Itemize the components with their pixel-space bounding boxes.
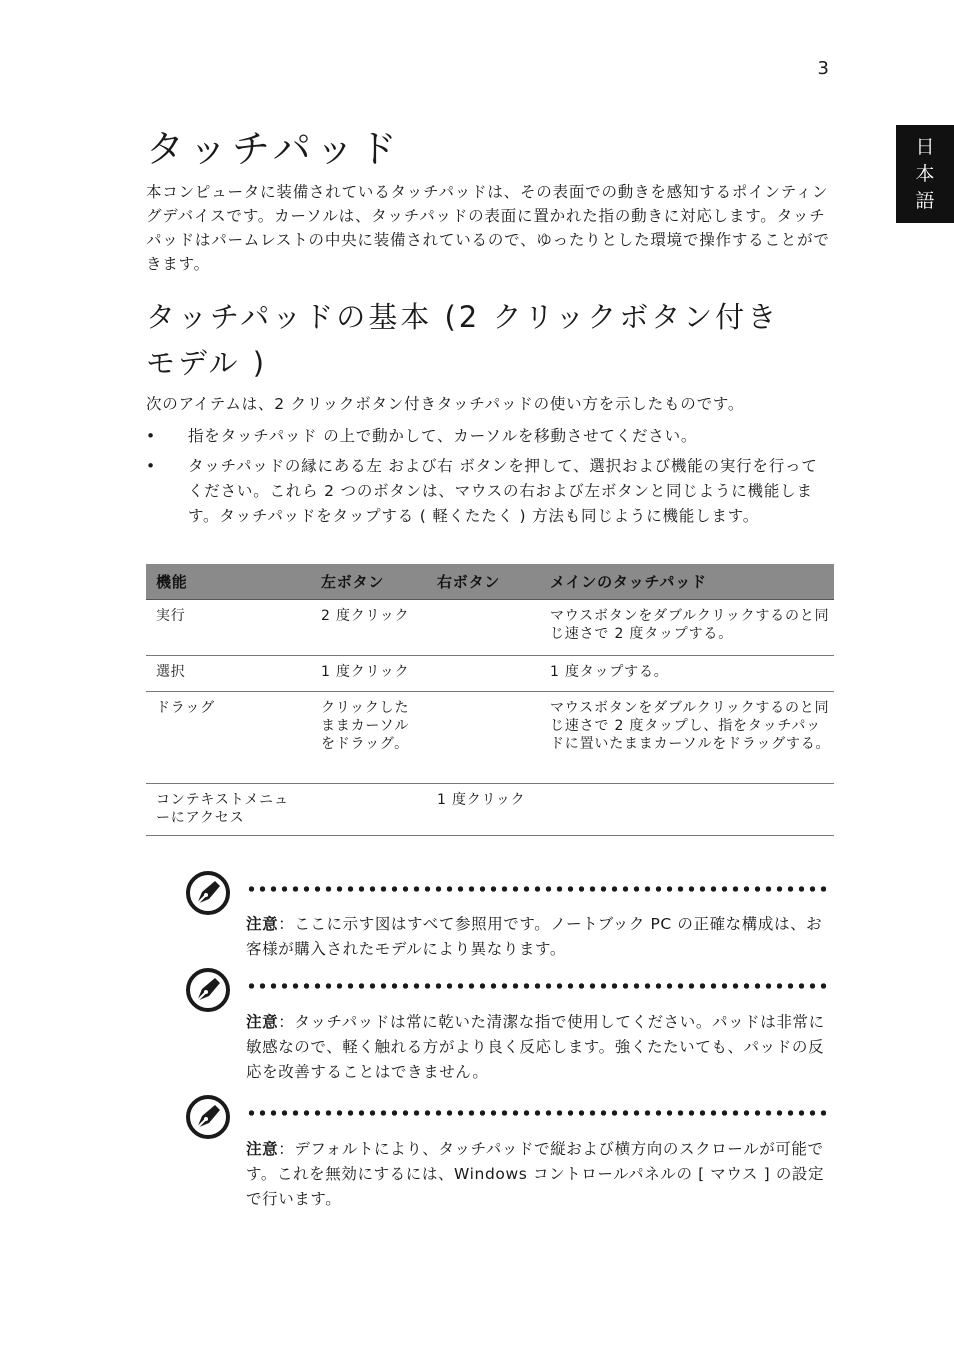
header-main-touchpad: メインのタッチパッド <box>540 564 834 600</box>
language-tab-char: 日 <box>915 135 935 158</box>
page-number: 3 <box>817 58 829 79</box>
language-tab-char: 本 <box>915 162 935 185</box>
note-divider <box>246 1110 830 1116</box>
table-cell: マウスボタンをダブルクリックするのと同じ速さで 2 度タップする。 <box>540 600 834 656</box>
table-cell: 1 度クリック <box>311 656 427 692</box>
table-cell <box>427 656 540 692</box>
note-separator: ： <box>278 1013 295 1031</box>
note-body: デフォルトにより、タッチパッドで縦および横方向のスクロールが可能です。これを無効にするには、Windows コントロールパネルの [ マウス ] の設定で行います。 <box>246 1140 825 1208</box>
table-cell: クリックしたままカーソルをドラッグ。 <box>311 692 427 784</box>
header-function: 機能 <box>146 564 311 600</box>
note-divider <box>246 886 830 892</box>
table-cell: 実行 <box>146 600 311 656</box>
table-row <box>146 692 834 784</box>
table-cell <box>427 692 540 784</box>
note-pen-icon <box>185 1094 231 1140</box>
note-label: 注意 <box>246 1140 279 1158</box>
note-label: 注意 <box>246 915 279 933</box>
table-cell: ドラッグ <box>146 692 311 784</box>
table-row <box>146 784 834 836</box>
header-left-button: 左ボタン <box>311 564 427 600</box>
table-cell: コンテキストメニューにアクセス <box>146 784 311 836</box>
list-item-text: タッチパッドの縁にある左 および右 ボタンを押して、選択および機能の実行を行ってください。これら 2 つのボタンは、マウスの右および左ボタンと同じように機能します。タッチパッドをタップする ( 軽くたたく ) 方法も同じように機能します。 <box>188 457 818 525</box>
bullet-list <box>146 424 834 534</box>
list-item-text: 指をタッチパッド の上で動かして、カーソルを移動させてください。 <box>188 427 698 445</box>
bullet-dot: • <box>146 427 156 445</box>
note-separator: ： <box>278 1140 295 1158</box>
note-body: ここに示す図はすべて参照用です。ノートブック PC の正確な構成は、お客様が購入されたモデルにより異なります。 <box>246 915 823 958</box>
table-header-row <box>146 564 834 600</box>
note-divider <box>246 983 830 989</box>
intro-paragraph: 本コンピュータに装備されているタッチパッドは、その表面での動きを感知するポインティングデバイスです。カーソルは、タッチパッドの表面に置かれた指の動きに対応します。タッチパッドはパームレストの中央に装備されているので、ゆったりとした環境で操作することができます。 <box>146 183 830 273</box>
bullet-dot: • <box>146 457 156 475</box>
section-heading: タッチパッドの基本 (2 クリックボタン付きモデル ) <box>146 300 780 380</box>
language-tab <box>896 125 954 223</box>
table-row <box>146 600 834 656</box>
table-cell <box>311 784 427 836</box>
list-item <box>146 454 828 529</box>
list-item <box>146 424 828 449</box>
note-text <box>246 1010 826 1085</box>
table-cell: 選択 <box>146 656 311 692</box>
language-tab-char: 語 <box>915 189 935 212</box>
note-body: タッチパッドは常に乾いた清潔な指で使用してください。パッドは非常に敏感なので、軽く触れる方がより良く反応します。強くたたいても、パッドの反応を改善することはできません。 <box>246 1013 825 1081</box>
table-cell <box>540 784 834 836</box>
table-row <box>146 656 834 692</box>
note-pen-icon <box>185 870 231 916</box>
note-text <box>246 912 826 962</box>
section-lead: 次のアイテムは、2 クリックボタン付きタッチパッドの使い方を示したものです。 <box>146 395 745 413</box>
page-title: タッチパッド <box>146 127 402 171</box>
note-separator: ： <box>278 915 295 933</box>
table-cell: 1 度タップする。 <box>540 656 834 692</box>
note-text <box>246 1137 826 1212</box>
table-cell: 2 度クリック <box>311 600 427 656</box>
table-cell <box>427 600 540 656</box>
function-table <box>146 564 834 836</box>
note-pen-icon <box>185 967 231 1013</box>
table-cell: 1 度クリック <box>427 784 540 836</box>
note-label: 注意 <box>246 1013 279 1031</box>
header-right-button: 右ボタン <box>427 564 540 600</box>
table-cell: マウスボタンをダブルクリックするのと同じ速さで 2 度タップし、指をタッチパッドに置いたままカーソルをドラッグする。 <box>540 692 834 784</box>
